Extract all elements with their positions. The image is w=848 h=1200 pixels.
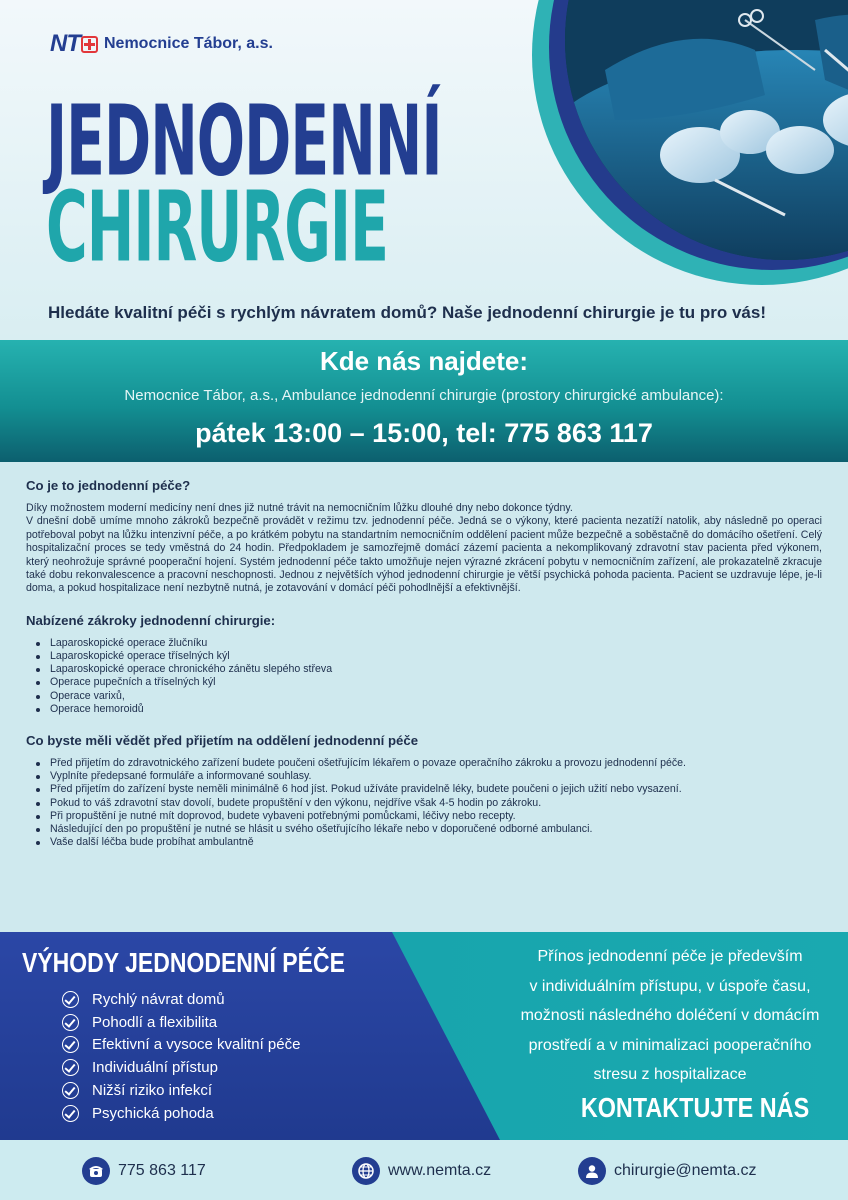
logo-text: Nemocnice Tábor, a.s. [104, 35, 273, 52]
admission-list [36, 757, 822, 849]
benefit-label: Pohodlí a flexibilita [92, 1013, 218, 1031]
list-item: Vyplníte předepsané formuláře a informované souhlasy. [36, 770, 822, 783]
list-item: Následující den po propuštění je nutné se hlásit u svého ošetřujícího lékaře nebo v doporučené odborné ambulanci. [36, 823, 822, 836]
benefits-quote [492, 942, 848, 1090]
quote-line: stresu z hospitalizace [593, 1066, 747, 1083]
list-item: Laparoskopické operace žlučníku [36, 637, 822, 650]
list-item: Laparoskopické operace chronického zánětu slepého střeva [36, 663, 822, 676]
list-item: Při propuštění je nutné mít doprovod, budete vybaveni potřebnými pomůckami, léčivy nebo recepty. [36, 810, 822, 823]
cross-icon [81, 36, 98, 53]
quote-line: Přínos jednodenní péče je především [537, 948, 803, 965]
quote-line: prostředí a v minimalizaci pooperačního [528, 1036, 812, 1054]
list-item: Operace varixů, [36, 690, 822, 703]
logo-mark [50, 30, 98, 58]
location-heading: Kde nás najdete: [319, 346, 529, 376]
opening-hours: pátek 13:00 – 15:00, tel: 775 863 117 [195, 418, 653, 448]
benefits-list [62, 988, 300, 1125]
main-content [26, 478, 822, 866]
surgery-photo [565, 0, 848, 260]
page-title-line2: CHIRURGIE [46, 170, 388, 285]
section-before-admission [26, 733, 822, 849]
footer-phone[interactable] [82, 1157, 206, 1185]
check-circle-icon [62, 1082, 79, 1099]
check-circle-icon [62, 1059, 79, 1076]
list-item: Před přijetím do zdravotnického zařízení budete poučeni ošetřujícím lékařem o povaze operačního zákroku a provozu jednodenní péče. [36, 757, 822, 770]
check-circle-icon [62, 1014, 79, 1031]
page-title-line1: JEDNODENNÍ [46, 84, 442, 199]
logo-letters: NT [50, 30, 80, 57]
list-item: Pokud to váš zdravotní stav dovolí, budete propuštění v den výkonu, nejdříve však 4-5 hodin po zákroku. [36, 797, 822, 810]
benefit-item [62, 1034, 300, 1057]
paragraph: V dnešní době umíme mnoho zákroků bezpečně provádět v režimu tzv. jednodenní péče. Jedná se o výkony, které pacienta nezatíží natolik, aby následně po operaci potřeboval pobyt na lůžku intenzivní péče, a po krátkém pobytu na standartním nemocničním oddělení pacient může bezpečně a soběstačně do domácího ošetření. Celý hospitalizační proces se tedy vměstná do 24 hodin. Předpokladem je samozřejmě domácí zázemí pacienta a nekomplikovaný zdravotní stav pacienta před výkonem, který neohrožuje správné pooperační hojení. Systém jednodenní péče takto umožňuje nejen výrazné zkrácení pobytu v nemocničním zařízení, ale prokazatelně zkracuje také dobu rekonvalescence a pracovní neschopnosti. Jednou z největších výhod jednodenní chirurgie je větší psychická pohoda pacienta. Pacient se uzdravuje lépe, je-li doma, a pokud hospitalizace není nezbytně nutná, je zotavování v domácí péči pohodlnější a efektivnější. [26, 515, 822, 595]
list-item: Před přijetím do zařízení byste neměli minimálně 6 hod jíst. Pokud užíváte pravidelně léky, budete poučeni o jejich užití nebo vysazení. [36, 783, 822, 796]
tagline: Hledáte kvalitní péči s rychlým návratem domů? Naše jednodenní chirurgie je tu pro vás! [48, 303, 766, 322]
section-body [26, 502, 822, 596]
user-icon [578, 1157, 606, 1185]
list-item: Laparoskopické operace tříselných kýl [36, 650, 822, 663]
benefit-item [62, 1011, 300, 1034]
check-circle-icon [62, 1036, 79, 1053]
contact-us-heading: KONTAKTUJTE NÁS [580, 1091, 810, 1124]
list-item: Operace pupečních a tříselných kýl [36, 676, 822, 689]
benefit-label: Psychická pohoda [92, 1104, 214, 1122]
section-title: Co je to jednodenní péče? [26, 478, 191, 493]
hospital-logo[interactable] [50, 30, 273, 58]
check-circle-icon [62, 991, 79, 1008]
benefits-title: VÝHODY JEDNODENNÍ PÉČE [22, 948, 345, 979]
website-link: www.nemta.cz [388, 1162, 492, 1179]
procedures-list [36, 637, 822, 716]
section-procedures [26, 613, 822, 716]
globe-icon [352, 1157, 380, 1185]
benefit-label: Rychlý návrat domů [92, 990, 225, 1008]
list-item: Operace hemoroidů [36, 703, 822, 716]
footer-email[interactable] [578, 1157, 757, 1185]
benefit-item [62, 1079, 300, 1102]
phone-icon [82, 1157, 110, 1185]
benefit-item [62, 1056, 300, 1079]
location-address: Nemocnice Tábor, a.s., Ambulance jednodenní chirurgie (prostory chirurgické ambulance): [124, 387, 724, 404]
check-circle-icon [62, 1105, 79, 1122]
benefit-item [62, 988, 300, 1011]
location-banner [0, 340, 848, 462]
list-item: Vaše další léčba bude probíhat ambulantně [36, 836, 822, 849]
benefit-label: Nižší riziko infekcí [92, 1082, 213, 1100]
footer-web[interactable] [352, 1157, 491, 1185]
benefit-item [62, 1102, 300, 1125]
section-what-is [26, 478, 822, 596]
phone-number: 775 863 117 [118, 1162, 206, 1179]
section-title: Nabízené zákroky jednodenní chirurgie: [26, 612, 276, 628]
quote-line: v individuálním přístupu, v úspoře času, [529, 977, 811, 995]
paragraph: Díky možnostem moderní medicíny není dnes již nutné trávit na nemocničním lůžku dlouhé dny nebo dokonce týdny. [26, 502, 573, 514]
benefit-label: Individuální přístup [92, 1059, 218, 1077]
benefit-label: Efektivní a vysoce kvalitní péče [92, 1036, 301, 1054]
email-address: chirurgie@nemta.cz [614, 1162, 757, 1179]
section-title: Co byste měli vědět před přijetím na oddělení jednodenní péče [26, 733, 419, 749]
quote-line: možnosti následného doléčení v domácím [520, 1007, 820, 1024]
surgery-hands-illustration [565, 0, 848, 260]
